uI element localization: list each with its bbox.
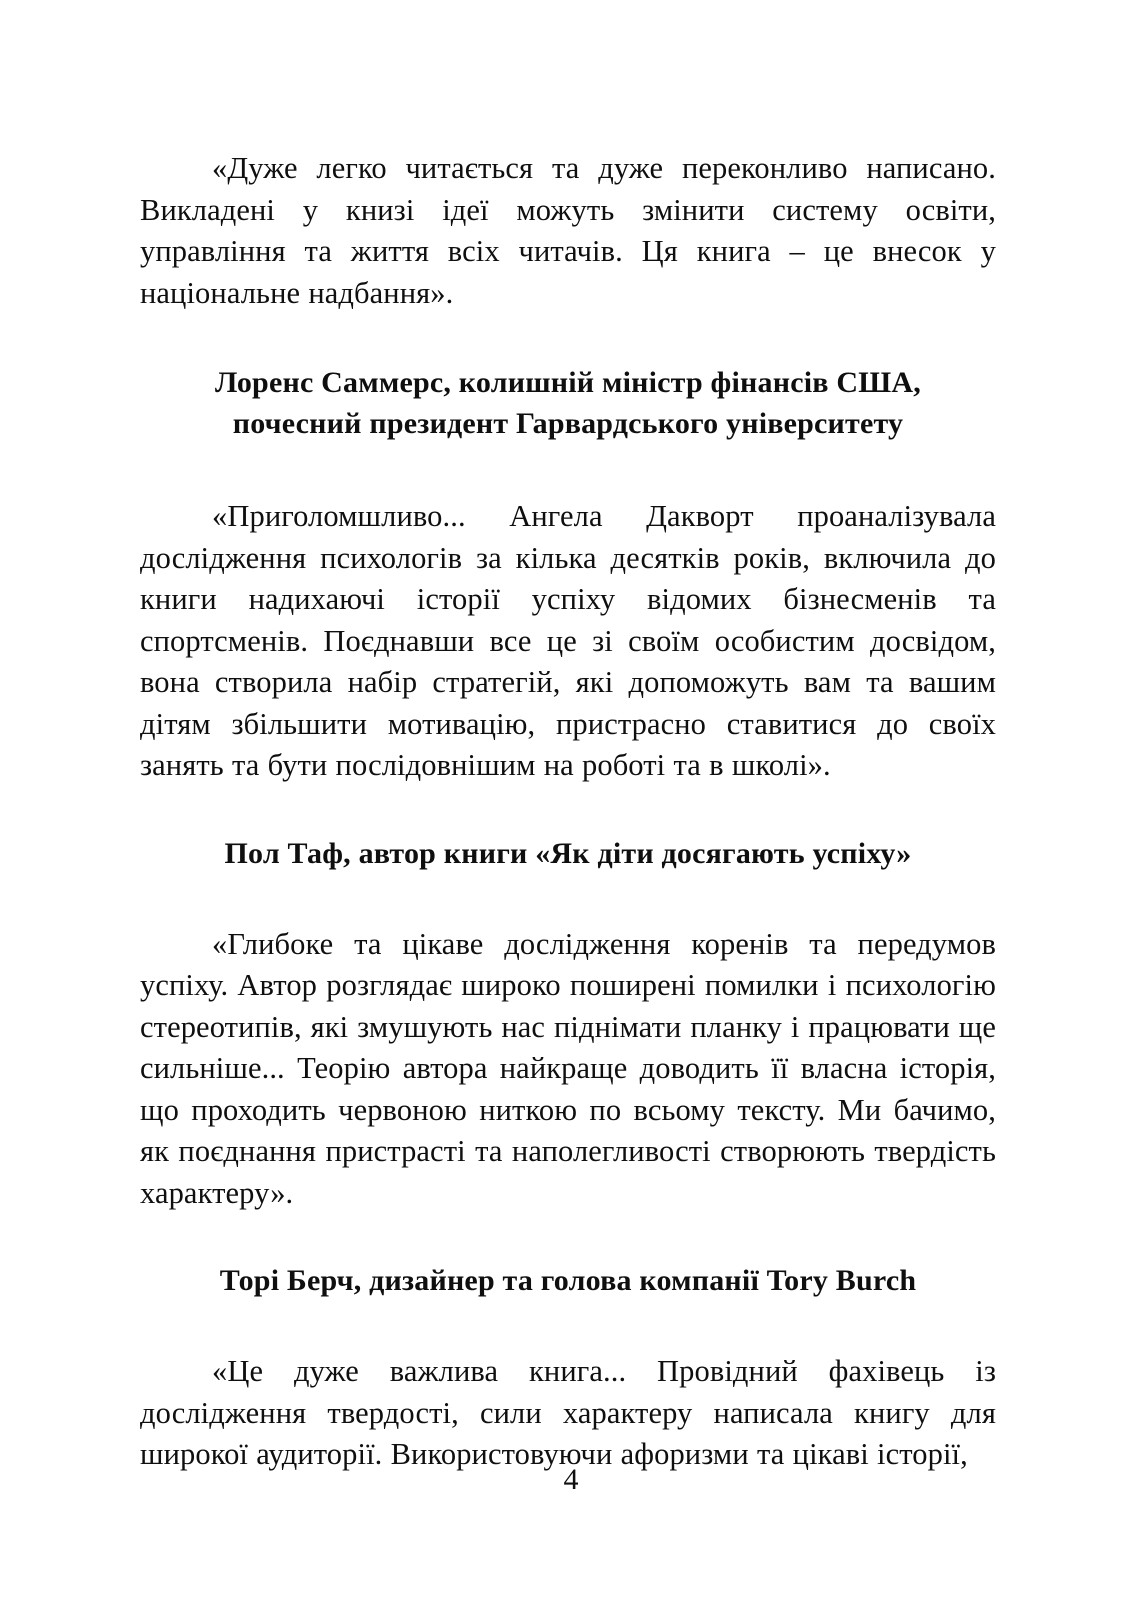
- quote-paragraph-3: «Глибоке та цікаве дослідження коренів та передумов успіху. Автор розглядає широко поширені помилки і психологію стереотипів, які змушують нас піднімати планку і працювати ще сильніше... Теорію автора найкраще доводить її власна історія, що проходить червоною ниткою по всьому тексту. Ми бачимо, як поєднання пристрасті та наполегливості створюють твердість характеру».: [140, 926, 996, 1210]
- attribution-tough-line1: Пол Таф, автор книги «Як діти досягають успіху»: [224, 836, 912, 870]
- attribution-summers-line1: Лоренс Саммерс, колишній міністр фінансів США,: [215, 366, 921, 399]
- attribution-burch-line1: Торі Берч, дизайнер та голова компанії Tory Burch: [219, 1264, 917, 1297]
- page-number: 4: [563, 1463, 579, 1496]
- spacer: [140, 314, 996, 362]
- quote-paragraph-4: «Це дуже важлива книга... Провідний фахівець із дослідження твердості, сили характеру написала книгу для широкої аудиторії. Використовуючи афоризми та цікаві історії,: [140, 1354, 996, 1471]
- spacer: [140, 787, 996, 833]
- spacer: [140, 444, 996, 496]
- spacer: [140, 1214, 996, 1260]
- page-content: [140, 148, 996, 1476]
- attribution-summers-line2: почесний президент Гарвардського університету: [232, 407, 904, 440]
- spacer: [140, 1301, 996, 1351]
- quote-paragraph-1: «Дуже легко читається та дуже переконливо написано. Викладені у книзі ідеї можуть змінити систему освіти, управління та життя всіх читачів. Ця книга – це внесок у національне надбання».: [140, 151, 996, 310]
- spacer: [140, 874, 996, 924]
- quote-paragraph-2: «Приголомшливо... Ангела Дакворт проаналізувала дослідження психологів за кілька десятків років, включила до книги надихаючі історії успіху відомих бізнесменів та спортсменів. Поєднавши все це зі своїм особистим досвідом, вона створила набір стратегій, які допоможуть вам та вашим дітям збільшити мотивацію, пристрасно ставитися до своїх занять та бути послідовнішим на роботі та в школі».: [140, 499, 996, 782]
